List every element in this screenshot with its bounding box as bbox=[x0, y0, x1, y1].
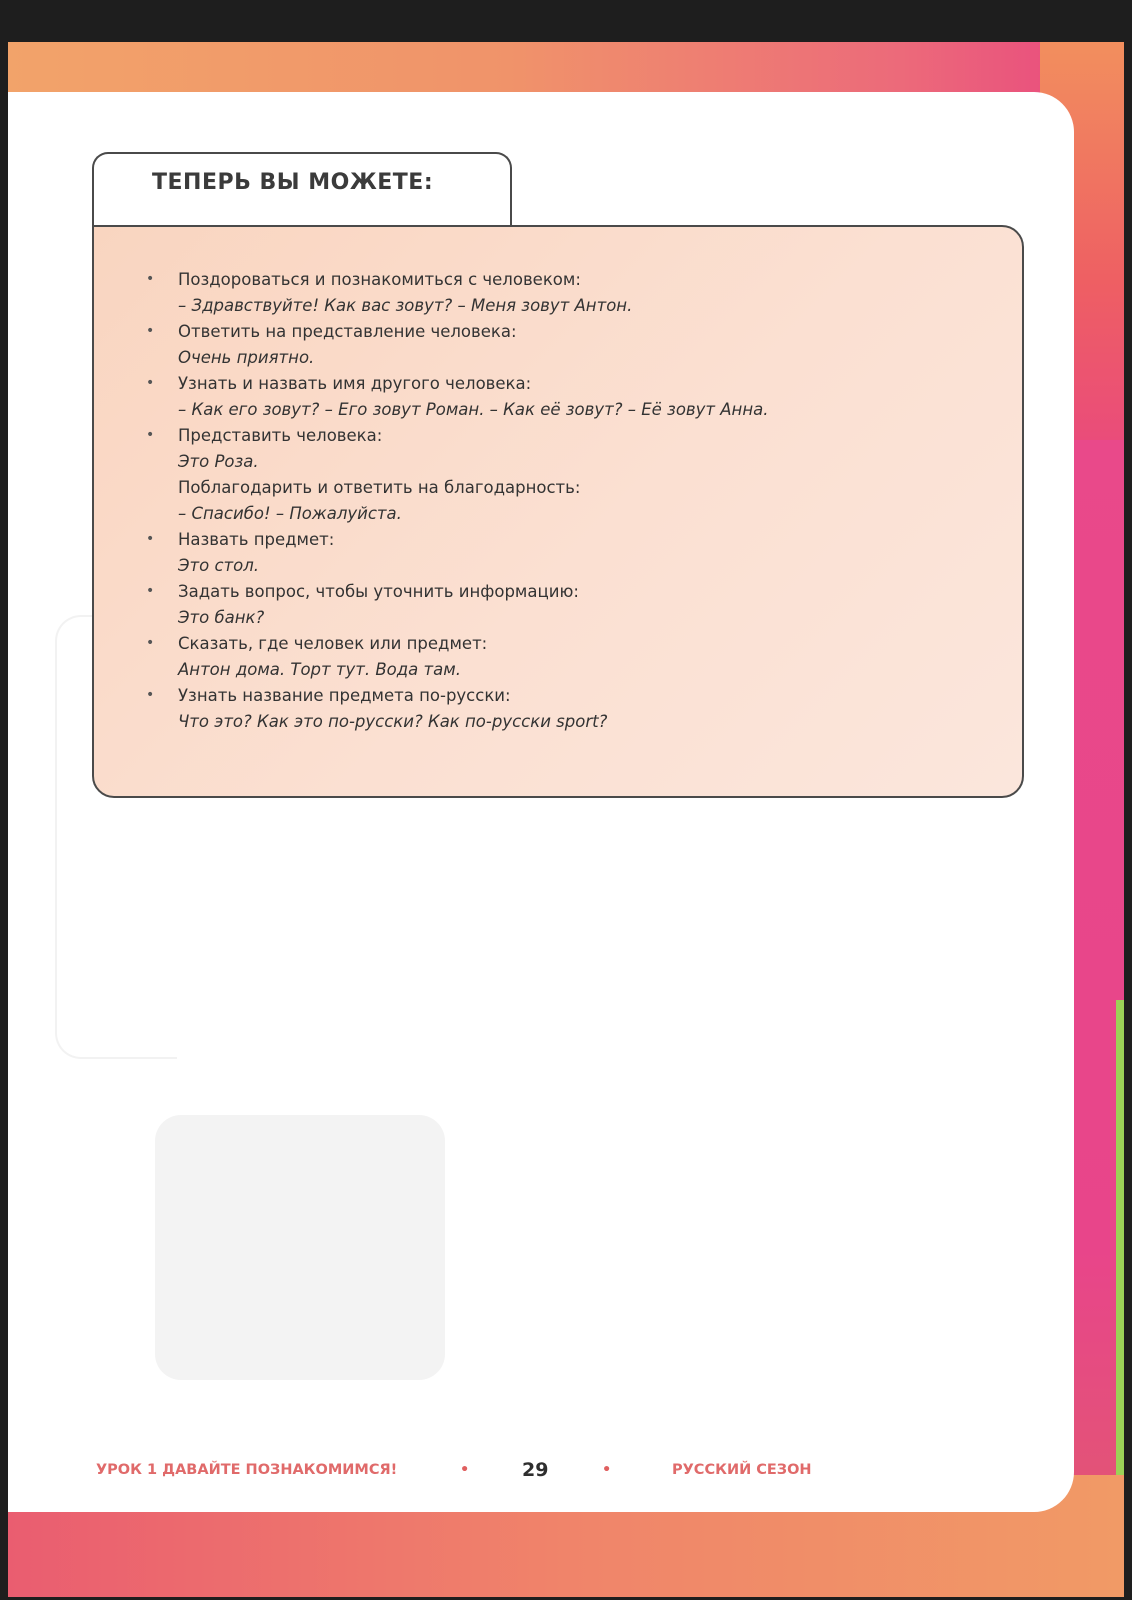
skill-example: – Спасибо! – Пожалуйста. bbox=[178, 504, 402, 523]
skill-example: Это стол. bbox=[178, 556, 260, 575]
bullet-icon: • bbox=[146, 635, 155, 651]
skill-example: Очень приятно. bbox=[178, 348, 315, 367]
skill-description: Назвать предмет: bbox=[178, 530, 335, 549]
skill-item bbox=[146, 423, 986, 527]
footer-lesson-title: УРОК 1 ДАВАЙТЕ ПОЗНАКОМИМСЯ! bbox=[96, 1462, 398, 1478]
bullet-icon: • bbox=[146, 271, 155, 287]
skill-item bbox=[146, 527, 986, 579]
skill-description: Узнать название предмета по-русски: bbox=[178, 686, 511, 705]
skill-description: Поздороваться и познакомиться с человеком: bbox=[178, 270, 581, 289]
skill-description: Поблагодарить и ответить на благодарность: bbox=[178, 478, 581, 497]
skill-item bbox=[146, 579, 986, 631]
skill-example: Что это? Как это по-русски? Как по-русски sport? bbox=[178, 712, 608, 731]
footer-separator: • bbox=[602, 1462, 612, 1478]
skill-description: Представить человека: bbox=[178, 426, 383, 445]
skill-description: Ответить на представление человека: bbox=[178, 322, 517, 341]
skill-description: Сказать, где человек или предмет: bbox=[178, 634, 488, 653]
skill-example: Это банк? bbox=[178, 608, 265, 627]
footer-book-title: РУССКИЙ СЕЗОН bbox=[672, 1462, 812, 1478]
bullet-icon: • bbox=[146, 583, 155, 599]
skills-list bbox=[146, 267, 986, 735]
section-tab bbox=[92, 152, 512, 228]
footer-separator: • bbox=[460, 1462, 470, 1478]
skill-item bbox=[146, 267, 986, 319]
skill-item bbox=[146, 631, 986, 683]
skill-description: Узнать и назвать имя другого человека: bbox=[178, 374, 532, 393]
skill-description: Задать вопрос, чтобы уточнить информацию: bbox=[178, 582, 579, 601]
section-title: ТЕПЕРЬ ВЫ МОЖЕТЕ: bbox=[152, 170, 434, 195]
skill-item bbox=[146, 683, 986, 735]
skill-example: Антон дома. Торт тут. Вода там. bbox=[178, 660, 461, 679]
page-number: 29 bbox=[522, 1459, 549, 1481]
skill-item bbox=[146, 371, 986, 423]
skill-example: – Как его зовут? – Его зовут Роман. – Как её зовут? – Её зовут Анна. bbox=[178, 400, 769, 419]
bullet-icon: • bbox=[146, 687, 155, 703]
bleed-through-image bbox=[155, 1115, 445, 1380]
skills-box bbox=[92, 225, 1024, 798]
bullet-icon: • bbox=[146, 375, 155, 391]
page-footer bbox=[96, 1459, 916, 1492]
bullet-icon: • bbox=[146, 531, 155, 547]
skill-item bbox=[146, 319, 986, 371]
bullet-icon: • bbox=[146, 323, 155, 339]
skill-example: – Здравствуйте! Как вас зовут? – Меня зовут Антон. bbox=[178, 296, 633, 315]
skill-example: Это Роза. bbox=[178, 452, 259, 471]
bullet-icon: • bbox=[146, 427, 155, 443]
